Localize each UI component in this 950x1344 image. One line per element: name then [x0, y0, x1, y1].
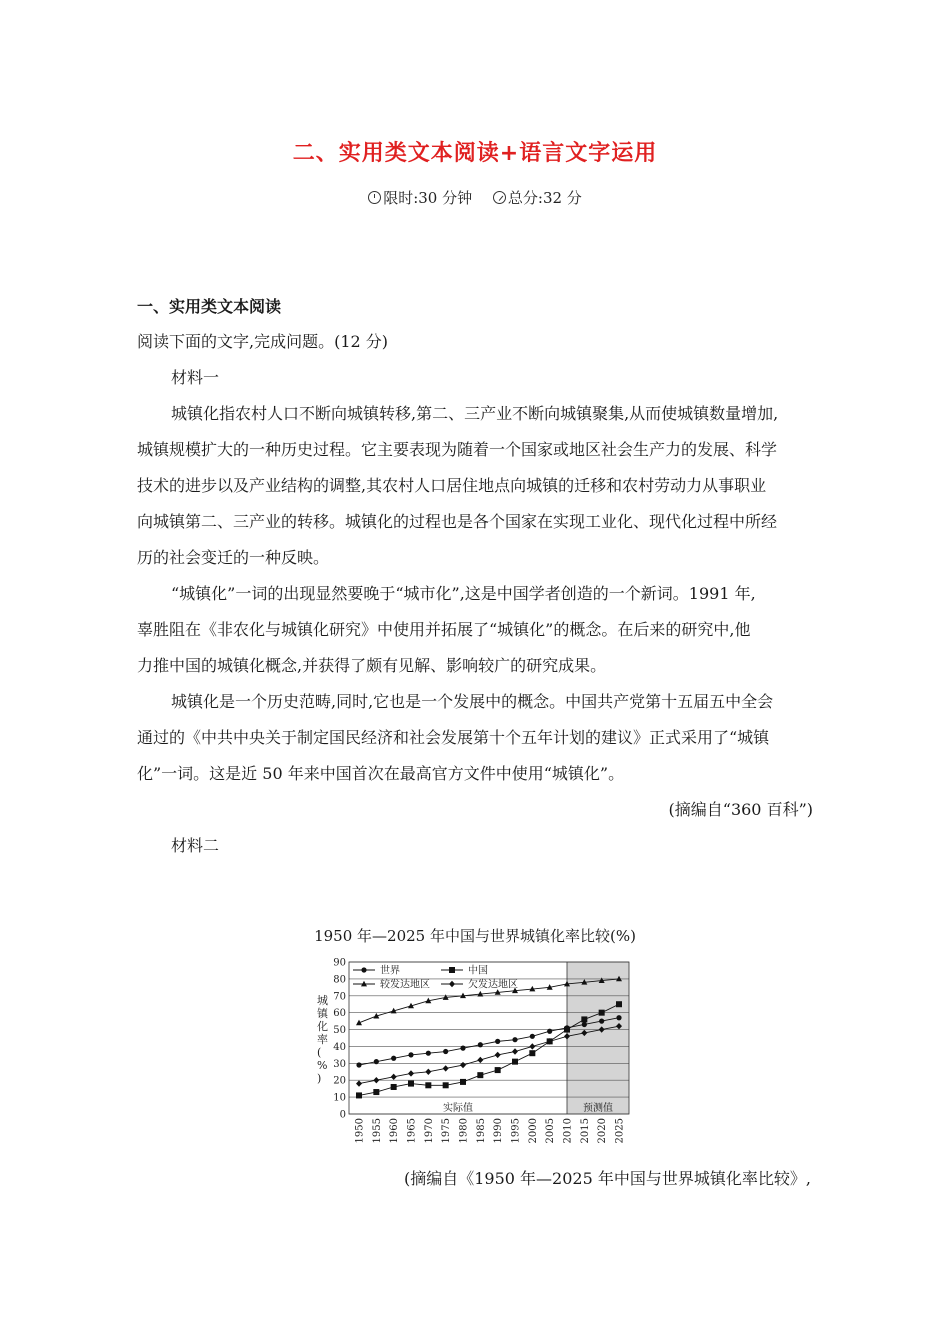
data-point	[547, 1029, 552, 1034]
data-point	[529, 1043, 535, 1049]
y-tick-label: 80	[333, 974, 346, 986]
data-point	[478, 1042, 483, 1047]
x-tick-label: 1960	[389, 1118, 401, 1144]
data-point	[599, 1019, 604, 1024]
data-point	[373, 1077, 379, 1083]
legend-marker	[449, 967, 455, 973]
legend-label: 较发达地区	[380, 979, 430, 991]
y-tick-label: 10	[333, 1092, 346, 1104]
data-point	[426, 1051, 431, 1056]
data-point	[408, 1070, 414, 1076]
y-tick-label: 20	[333, 1075, 346, 1087]
x-tick-label: 2020	[597, 1118, 609, 1144]
data-point	[443, 1065, 449, 1071]
data-point	[495, 1067, 501, 1073]
y-tick-label: 90	[333, 957, 346, 969]
check-circle-icon	[493, 191, 506, 204]
data-point	[512, 1059, 518, 1065]
data-point	[408, 1081, 414, 1087]
data-point	[408, 1052, 413, 1057]
data-point	[529, 1050, 535, 1056]
x-tick-label: 1955	[371, 1118, 383, 1144]
data-point	[356, 1062, 361, 1067]
data-point	[374, 1059, 379, 1064]
data-point	[495, 1052, 501, 1058]
y-tick-label: 0	[339, 1109, 346, 1121]
y-axis-label: 城镇化率( % )	[317, 994, 328, 1085]
x-tick-label: 2025	[614, 1118, 626, 1144]
data-point	[373, 1089, 379, 1095]
x-tick-label: 1980	[458, 1118, 470, 1144]
x-tick-label: 1975	[441, 1118, 453, 1144]
data-point	[460, 1062, 466, 1068]
x-tick-label: 2010	[562, 1118, 574, 1144]
y-tick-label: 40	[333, 1041, 346, 1053]
x-tick-label: 1995	[510, 1118, 522, 1144]
x-tick-label: 2000	[527, 1118, 539, 1144]
paragraph-2: “城镇化”一词的出现显然要晚于“城市化”,这是中国学者创造的一个新词。1991 年, 辜胜阻在《非农化与城镇化研究》中使用并拓展了“城镇化”的概念。在后来的研究中,他 力推中国的城镇化概念,并获得了颇有见解、影响较广的研究成果。	[137, 584, 756, 675]
legend-label: 世界	[380, 965, 400, 977]
data-point	[443, 1082, 449, 1088]
reading-content	[137, 290, 817, 864]
x-tick-label: 1970	[423, 1118, 435, 1144]
region-label: 实际值	[443, 1103, 473, 1114]
data-point	[460, 1046, 465, 1051]
page-title: 二、实用类文本阅读+语言文字运用	[292, 141, 658, 166]
data-point	[599, 1010, 605, 1016]
data-point	[495, 1039, 500, 1044]
data-point	[530, 1034, 535, 1039]
legend-label: 欠发达地区	[468, 979, 518, 991]
data-point	[616, 1001, 622, 1007]
data-point	[425, 1082, 431, 1088]
x-tick-label: 1985	[475, 1118, 487, 1144]
chart-title: 1950 年—2025 年中国与世界城镇化率比较(%)	[314, 927, 636, 945]
material2-label: 材料二	[171, 836, 220, 855]
y-tick-label: 70	[333, 991, 346, 1003]
legend-label: 中国	[468, 965, 488, 977]
x-tick-label: 1950	[354, 1118, 366, 1144]
paragraph-3: 城镇化是一个历史范畴,同时,它也是一个发展中的概念。中国共产党第十五届五中全会 通过的《中共中央关于制定国民经济和社会发展第十个五年计划的建议》正式采用了“城镇 化”一词。这是近 50 年来中国首次在最高官方文件中使用“城镇化”。	[137, 692, 774, 783]
y-tick-label: 60	[333, 1008, 346, 1020]
data-point	[581, 1016, 587, 1022]
data-point	[460, 1079, 466, 1085]
exam-meta	[0, 187, 950, 208]
legend-marker	[449, 981, 455, 987]
section-heading: 一、实用类文本阅读	[137, 297, 282, 316]
data-point	[356, 1092, 362, 1098]
urbanization-chart	[303, 950, 643, 1150]
data-point	[512, 1037, 517, 1042]
x-tick-label: 1965	[406, 1118, 418, 1144]
data-point	[477, 1072, 483, 1078]
x-tick-label: 2005	[545, 1118, 557, 1144]
data-point	[425, 1069, 431, 1075]
data-point	[356, 1080, 362, 1086]
instruction: 阅读下面的文字,完成问题。(12 分)	[137, 332, 389, 351]
x-tick-label: 1990	[493, 1118, 505, 1144]
clock-icon	[368, 191, 381, 204]
data-point	[616, 1015, 621, 1020]
material1-label: 材料一	[171, 368, 220, 387]
y-tick-label: 50	[333, 1025, 346, 1037]
region-label: 预测值	[583, 1103, 613, 1114]
data-point	[391, 1056, 396, 1061]
data-point	[512, 1048, 518, 1054]
paragraph-1: 城镇化指农村人口不断向城镇转移,第二、三产业不断向城镇聚集,从而使城镇数量增加, 城镇规模扩大的一种历史过程。它主要表现为随着一个国家或地区社会生产力的发展、科学 技术的进步以及产业结构的调整,其农村人口居住地点向城镇的迁移和农村劳动力从事职业 向城镇第二、三产业的转移。城镇化的过程也是各个国家在实现工业化、现代化过程中所经 历的社会变迁的一种反映。	[137, 404, 779, 567]
x-tick-label: 2015	[579, 1118, 591, 1144]
time-limit: 限时:30 分钟	[368, 189, 472, 207]
y-tick-label: 30	[333, 1058, 346, 1070]
data-point	[443, 1049, 448, 1054]
forecast-region	[567, 962, 629, 1114]
data-point	[391, 1084, 397, 1090]
data-point	[477, 1057, 483, 1063]
source-2: (摘编自《1950 年—2025 年中国与世界城镇化率比较》,	[404, 1169, 811, 1188]
data-point	[582, 1022, 587, 1027]
source-1: (摘编自“360 百科”)	[668, 800, 813, 819]
data-point	[564, 1027, 570, 1033]
legend-marker	[361, 967, 366, 972]
data-point	[391, 1074, 397, 1080]
total-score: 总分:32 分	[493, 189, 582, 207]
